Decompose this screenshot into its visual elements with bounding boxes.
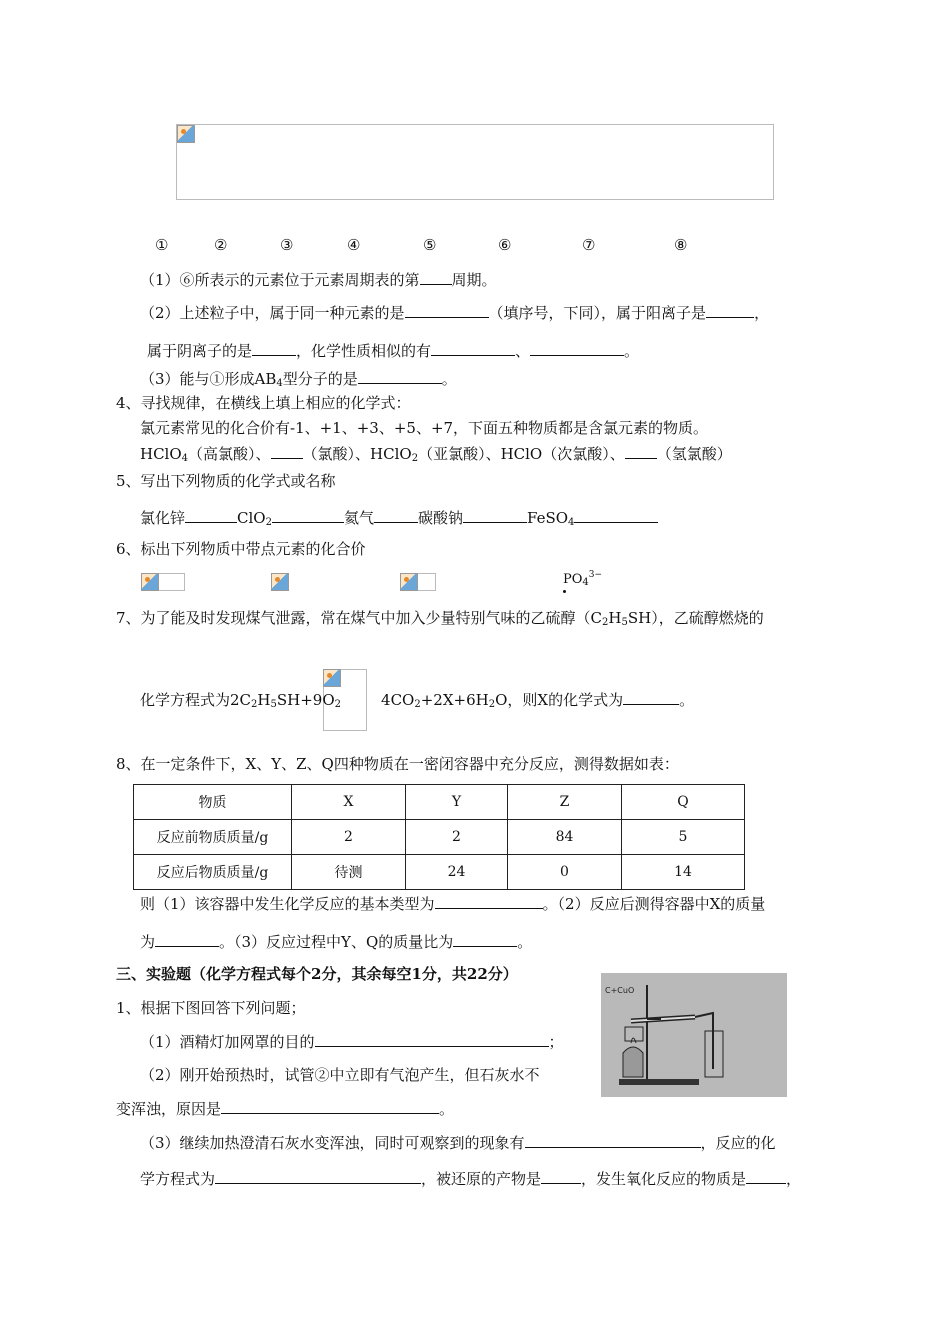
q7-equation: 化学方程式为$2C_2H_5SH+9O_2$ $4CO_2+2X+6H_2O$，则X的化学式为 。 bbox=[140, 691, 695, 710]
answer-blank[interactable] bbox=[453, 932, 517, 947]
answer-blank[interactable] bbox=[271, 444, 303, 459]
answer-blank[interactable] bbox=[185, 508, 237, 523]
answer-blank[interactable] bbox=[155, 932, 219, 947]
table-cell: 反应后物质质量/g bbox=[134, 855, 292, 890]
table-cell: 2 bbox=[406, 820, 508, 855]
answer-blank[interactable] bbox=[623, 690, 679, 705]
answer-blank[interactable] bbox=[706, 303, 754, 318]
table-cell: 0 bbox=[508, 855, 622, 890]
answer-blank[interactable] bbox=[252, 341, 296, 356]
s3-q1-title: 1、根据下图回答下列问题； bbox=[116, 999, 306, 1017]
table-row bbox=[134, 785, 745, 820]
q3-part2: （2）上述粒子中，属于同一种元素的是 （填序号，下同），属于阳离子是 ， bbox=[140, 304, 770, 322]
broken-image-icon bbox=[271, 573, 289, 591]
answer-blank[interactable] bbox=[574, 508, 658, 523]
answer-blank[interactable] bbox=[315, 1032, 549, 1047]
q5-title: 5、写出下列物质的化学式或名称 bbox=[116, 472, 336, 490]
table-cell: 14 bbox=[622, 855, 745, 890]
circled-number: ⑤ bbox=[423, 236, 437, 254]
answer-blank[interactable] bbox=[358, 369, 442, 384]
circled-numbers-row bbox=[0, 236, 950, 256]
table-cell: 84 bbox=[508, 820, 622, 855]
apparatus-figure bbox=[601, 973, 787, 1097]
table-header-cell: Z bbox=[508, 785, 622, 820]
q4-line2: HClO$_4$（高氯酸）、 （氯酸）、HClO$_2$（亚氯酸）、HClO（次氯酸）、 （氢氯酸） bbox=[140, 445, 732, 464]
q8-after-line1: 则（1）该容器中发生化学反应的基本类型为 。（2）反应后测得容器中X的质量 bbox=[140, 895, 766, 913]
broken-image-icon bbox=[400, 573, 418, 591]
answer-blank[interactable] bbox=[215, 1169, 421, 1184]
q5-items: 氯化锌 ClO$_2$ 氦气 碳酸钠 FeSO$_4$ bbox=[140, 508, 658, 529]
circled-number: ② bbox=[214, 236, 228, 254]
formula-image-3 bbox=[400, 573, 436, 591]
section3-heading: 三、实验题（化学方程式每个2分，其余每空1分，共22分） bbox=[116, 965, 518, 983]
s3-q1-part1: （1）酒精灯加网罩的目的 ； bbox=[140, 1033, 564, 1051]
table-row bbox=[134, 855, 745, 890]
answer-blank[interactable] bbox=[525, 1133, 701, 1148]
s3-q1-part3-cont: 学方程式为 ，被还原的产物是 ，发生氧化反应的物质是 ， bbox=[140, 1170, 802, 1188]
q3-part2-cont: 属于阴离子的是 ，化学性质相似的有 、 。 bbox=[147, 342, 640, 360]
phosphate-formula: $PO_4^{3-}$ bbox=[563, 570, 603, 588]
s3-q1-part2-cont: 变浑浊，原因是 。 bbox=[116, 1100, 455, 1118]
broken-image-icon bbox=[323, 669, 341, 687]
table-cell: 2 bbox=[292, 820, 406, 855]
answer-blank[interactable] bbox=[431, 341, 515, 356]
table-header-cell: Y bbox=[406, 785, 508, 820]
table-row bbox=[134, 820, 745, 855]
q4-title: 4、寻找规律，在横线上填上相应的化学式： bbox=[116, 394, 411, 412]
answer-blank[interactable] bbox=[420, 270, 452, 285]
answer-blank[interactable] bbox=[374, 508, 418, 523]
answer-blank[interactable] bbox=[221, 1099, 439, 1114]
q4-line1: 氯元素常见的化合价有-1、+1、+3、+5、+7，下面五种物质都是含氯元素的物质。 bbox=[140, 419, 709, 437]
answer-blank[interactable] bbox=[463, 508, 527, 523]
circled-number: ⑦ bbox=[582, 236, 596, 254]
answer-blank[interactable] bbox=[530, 341, 624, 356]
circled-number: ⑥ bbox=[498, 236, 512, 254]
s3-q1-part3: （3）继续加热澄清石灰水变浑浊，同时可观察到的现象有 ，反应的化 bbox=[140, 1134, 776, 1152]
q6-title: 6、标出下列物质中带点元素的化合价 bbox=[116, 540, 366, 558]
dot-mark bbox=[563, 590, 566, 593]
q7-line1: 7、为了能及时发现煤气泄露，常在煤气中加入少量特别气味的乙硫醇$(C_2H_5SH)$，乙硫醇燃烧的 bbox=[116, 609, 764, 628]
table-header-cell: X bbox=[292, 785, 406, 820]
table-header-cell: Q bbox=[622, 785, 745, 820]
answer-blank[interactable] bbox=[435, 894, 543, 909]
formula-image-2 bbox=[271, 573, 291, 591]
answer-blank[interactable] bbox=[405, 303, 489, 318]
table-header-cell: 物质 bbox=[134, 785, 292, 820]
q8-after-line2: 为 。（3）反应过程中Y、Q的质量比为 。 bbox=[140, 933, 533, 951]
q8-title: 8、在一定条件下，X、Y、Z、Q四种物质在一密闭容器中充分反应，测得数据如表： bbox=[116, 755, 679, 773]
q3-part3: （3）能与①形成$AB_4$型分子的是 。 bbox=[140, 370, 457, 389]
formula-image-1 bbox=[141, 573, 185, 591]
mass-data-table bbox=[133, 784, 745, 890]
answer-blank[interactable] bbox=[746, 1169, 786, 1184]
circled-number: ③ bbox=[280, 236, 294, 254]
apparatus-label: C+CuO bbox=[605, 986, 635, 995]
answer-blank[interactable] bbox=[625, 444, 657, 459]
table-cell: 5 bbox=[622, 820, 745, 855]
circled-number: ④ bbox=[347, 236, 361, 254]
particle-diagram-placeholder bbox=[176, 124, 774, 200]
s3-q1-part2: （2）刚开始预热时，试管②中立即有气泡产生，但石灰水不 bbox=[140, 1066, 540, 1084]
answer-blank[interactable] bbox=[541, 1169, 581, 1184]
answer-blank[interactable] bbox=[272, 508, 344, 523]
table-cell: 24 bbox=[406, 855, 508, 890]
broken-image-icon bbox=[141, 573, 159, 591]
table-cell: 反应前物质质量/g bbox=[134, 820, 292, 855]
circled-number: ① bbox=[155, 236, 169, 254]
broken-image-icon bbox=[177, 125, 195, 143]
apparatus-drawing bbox=[601, 973, 787, 1097]
q3-part1: （1）⑥所表示的元素位于元素周期表的第 周期。 bbox=[140, 271, 497, 289]
circled-number: ⑧ bbox=[674, 236, 688, 254]
table-cell: 待测 bbox=[292, 855, 406, 890]
